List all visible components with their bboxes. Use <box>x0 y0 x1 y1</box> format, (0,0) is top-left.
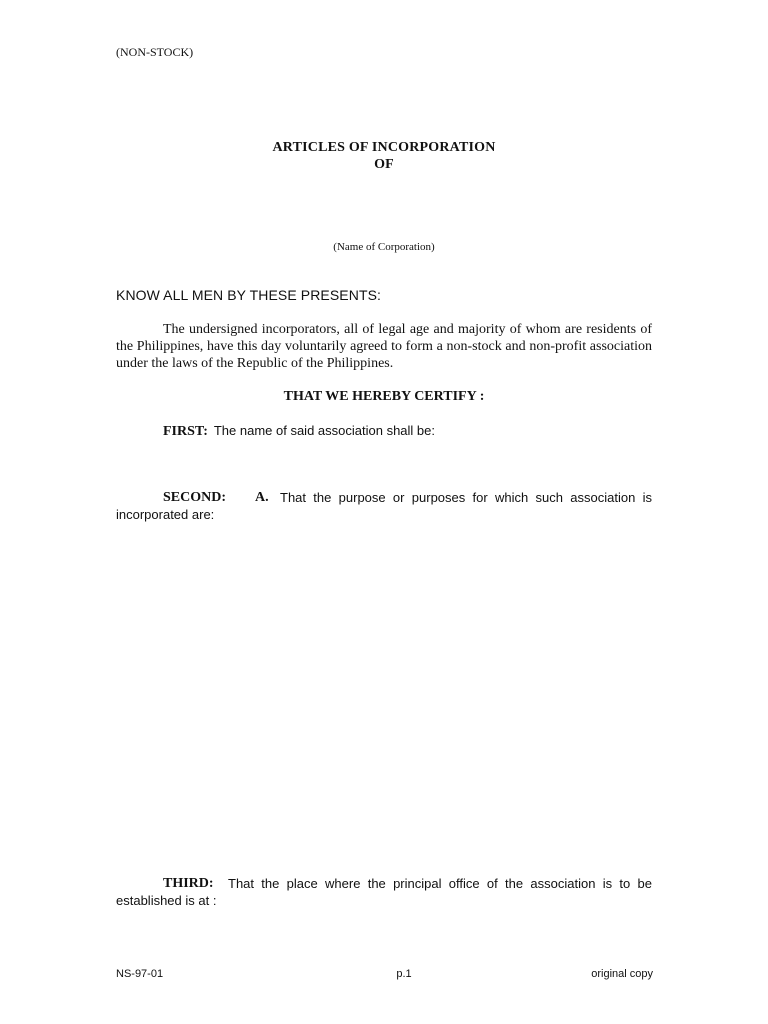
footer-page-number: p.1 <box>396 968 412 980</box>
article-second-text-continued: incorporated are: <box>116 507 215 522</box>
article-first-text: The name of said association shall be: <box>213 423 435 438</box>
document-title-of: OF <box>374 157 394 172</box>
corporation-name-placeholder: (Name of Corporation) <box>333 241 435 253</box>
article-second-label: SECOND: <box>163 490 227 505</box>
article-third-label: THIRD: <box>163 876 214 891</box>
article-second-sub-label: A. <box>255 490 269 505</box>
document-title: ARTICLES OF INCORPORATION <box>272 140 496 155</box>
article-first-label: FIRST: <box>163 424 208 439</box>
intro-paragraph: The undersigned incorporators, all of legal age and majority of whom are residents of the Philippines, have this day voluntarily agreed to form a non-stock and non-profit association under the laws of the Republic of the Philippines. <box>116 322 652 371</box>
article-second-text: That the purpose or purposes for which such association is <box>280 490 652 505</box>
footer-form-code: NS-97-01 <box>116 968 164 980</box>
certify-heading: THAT WE HEREBY CERTIFY : <box>283 389 485 404</box>
article-first <box>163 422 435 440</box>
form-type-label: (NON-STOCK) <box>116 45 194 59</box>
article-third-text-continued: established is at : <box>116 893 217 908</box>
intro-heading: KNOW ALL MEN BY THESE PRESENTS: <box>116 287 382 303</box>
footer-copy-type: original copy <box>591 968 653 980</box>
article-third-text: That the place where the principal office of the association is to be <box>228 876 652 891</box>
